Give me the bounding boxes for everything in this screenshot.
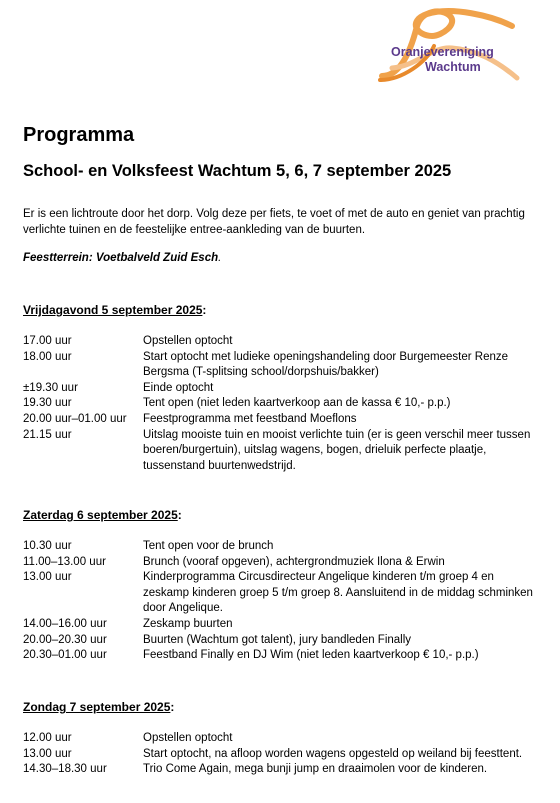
- schedule-row: [23, 747, 533, 763]
- schedule-row: [23, 334, 533, 350]
- row-time: 21.15 uur: [23, 428, 72, 441]
- logo-text-line1: Oranjevereniging: [391, 45, 494, 59]
- row-text: Zeskamp buurten: [143, 617, 233, 630]
- feestterrein-line: [23, 252, 221, 264]
- schedule-row: [23, 428, 533, 475]
- section-heading-text: Zondag 7 september 2025: [23, 700, 171, 714]
- schedule-row: [23, 350, 533, 381]
- schedule-row: [23, 381, 533, 397]
- row-text: Tent open voor de brunch: [143, 540, 274, 552]
- section-heading-text: Zaterdag 6 september 2025: [23, 508, 178, 522]
- schedule-zaterdag: [23, 539, 533, 664]
- schedule-row: [23, 396, 533, 412]
- page-title: Programma: [23, 124, 135, 146]
- schedule-row: [23, 648, 533, 664]
- row-time: 17.00 uur: [23, 335, 72, 347]
- schedule-vrijdag: [23, 334, 533, 474]
- row-time: 13.00 uur: [23, 571, 72, 584]
- section-heading-zaterdag: Zaterdag 6 september 2025:: [23, 508, 182, 522]
- row-text: Einde optocht: [143, 381, 214, 394]
- feestterrein-label: Feestterrein: Voetbalveld Zuid Esch: [23, 252, 219, 264]
- intro-paragraph: Er is een lichtroute door het dorp. Volg deze per fiets, te voet of met de auto en geniet van prachtig verlichte tuinen en de feestelijke entree-aankleding van de buurten.: [23, 208, 525, 236]
- row-text: Opstellen optocht: [143, 335, 233, 347]
- row-time: 20.30–01.00 uur: [23, 649, 107, 662]
- schedule-zondag: [23, 731, 533, 778]
- section-heading-vrijdag: Vrijdagavond 5 september 2025:: [23, 303, 207, 317]
- feestterrein-suffix: .: [218, 252, 222, 264]
- row-text: Feestprogramma met feestband Moeflons: [143, 412, 357, 425]
- row-time: 20.00 uur–01.00 uur: [23, 412, 127, 425]
- schedule-row: [23, 555, 533, 571]
- schedule-row: [23, 762, 533, 778]
- row-text: Start optocht, na afloop worden wagens opgesteld op weiland bij feesttent.: [143, 747, 523, 760]
- row-time: ±19.30 uur: [23, 381, 78, 394]
- section-heading-text: Vrijdagavond 5 september 2025: [23, 303, 203, 317]
- row-time: 13.00 uur: [23, 747, 72, 760]
- schedule-row: [23, 633, 533, 649]
- row-time: 18.00 uur: [23, 350, 72, 363]
- row-text: Buurten (Wachtum got talent), jury bandleden Finally: [143, 633, 412, 646]
- row-time: 19.30 uur: [23, 397, 72, 410]
- schedule-row: [23, 731, 533, 747]
- row-text: Feestband Finally en DJ Wim (niet leden kaartverkoop € 10,- p.p.): [143, 649, 479, 662]
- row-time: 11.00–13.00 uur: [23, 555, 106, 568]
- row-text: Kinderprogramma Circusdirecteur Angelique kinderen t/m groep 4 en zeskamp kinderen groep 5 t/m groep 8. Aansluitend in de middag schminken door Angelique.: [143, 571, 533, 615]
- page-subtitle: School- en Volksfeest Wachtum 5, 6, 7 september 2025: [23, 162, 452, 180]
- row-text: Tent open (niet leden kaartverkoop aan de kassa € 10,- p.p.): [143, 397, 451, 410]
- row-text: Opstellen optocht: [143, 732, 233, 744]
- section-heading-zondag: Zondag 7 september 2025:: [23, 700, 175, 714]
- schedule-row: [23, 539, 533, 555]
- row-text: Trio Come Again, mega bunji jump en draaimolen voor de kinderen.: [143, 763, 488, 776]
- schedule-row: [23, 570, 533, 617]
- row-text: Start optocht met ludieke openingshandeling door Burgemeester Renze Bergsma (T-splitsing school/dorpshuis/bakker): [143, 350, 509, 379]
- row-time: 14.00–16.00 uur: [23, 617, 107, 630]
- row-text: Brunch (vooraf opgeven), achtergrondmuziek Ilona & Erwin: [143, 555, 445, 568]
- row-time: 12.00 uur: [23, 732, 72, 744]
- logo-text-line2: Wachtum: [425, 60, 481, 74]
- schedule-row: [23, 617, 533, 633]
- row-time: 14.30–18.30 uur: [23, 763, 107, 776]
- row-time: 20.00–20.30 uur: [23, 633, 107, 646]
- row-time: 10.30 uur: [23, 540, 72, 552]
- schedule-row: [23, 412, 533, 428]
- row-text: Uitslag mooiste tuin en mooist verlichte tuin (er is geen verschil meer tussen boeren/burgertuin), uitslag wagens, bogen, drieluik perfecte plaatje, tussenstand buurtenwedstrijd.: [143, 428, 531, 472]
